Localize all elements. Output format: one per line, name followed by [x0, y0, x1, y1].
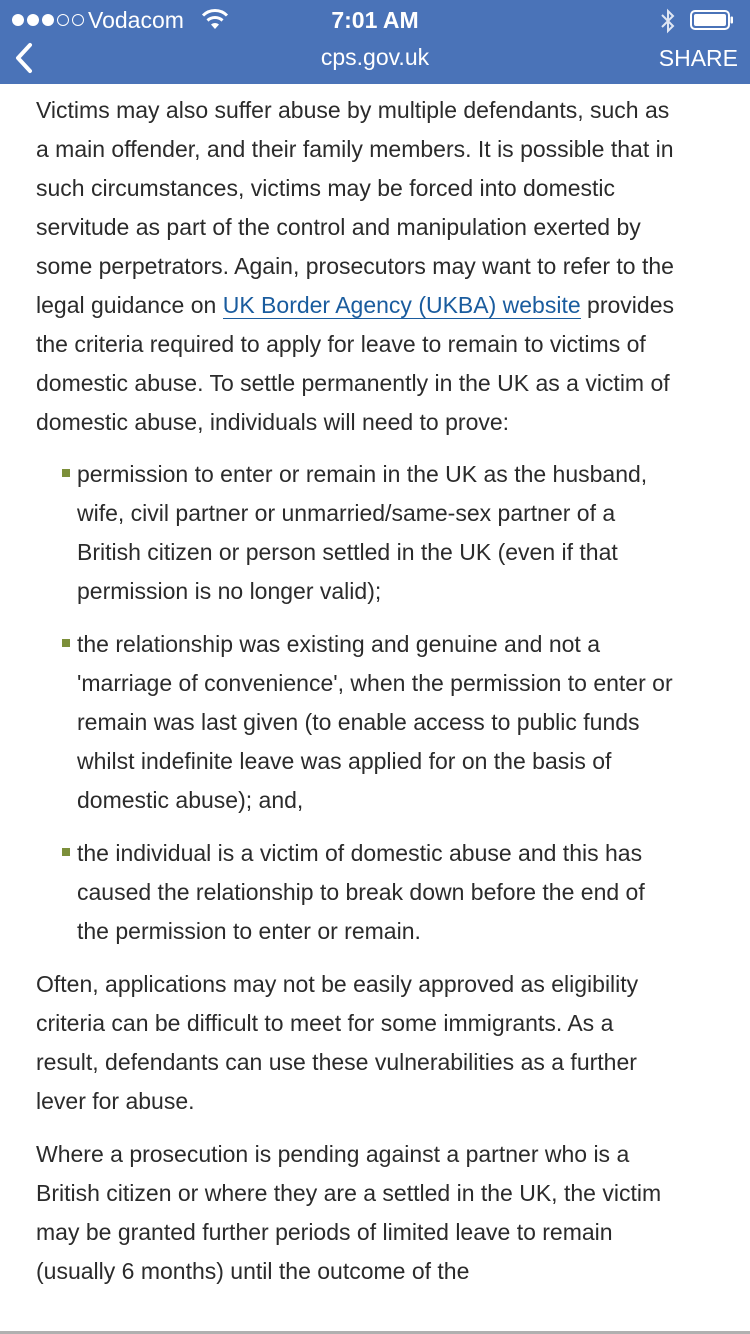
- ukba-website-link[interactable]: UK Border Agency (UKBA) website: [222, 292, 581, 318]
- list-item-text: the relationship was existing and genuine and not a 'marriage of convenience', when the permission to enter or remain was last given (to enable access to public funds whilst indefinite leave was applied for on the basis of domestic abuse); and,: [77, 631, 673, 813]
- list-item-text: the individual is a victim of domestic abuse and this has caused the relationship to break down before the end of the permission to enter or remain.: [77, 840, 645, 944]
- bluetooth-icon: [660, 8, 676, 34]
- article-body: [36, 91, 676, 1291]
- requirements-list: [36, 455, 676, 951]
- intro-text-continued: provides the criteria required to apply for leave to remain to victims of domestic abuse. To settle permanently in the UK as a victim of domestic abuse, individuals will need to prove:: [36, 292, 674, 435]
- clock: 7:01 AM: [331, 7, 419, 33]
- paragraph-eligibility: Often, applications may not be easily approved as eligibility criteria can be difficult to meet for some immigrants. As a result, defendants can use these vulnerabilities as a further lever for abuse.: [36, 971, 639, 1114]
- list-item: [77, 625, 676, 820]
- paragraph-prosecution: Where a prosecution is pending against a partner who is a British citizen or where they are a settled in the UK, the victim may be granted further periods of limited leave to remain (usually 6 months) until the outcome of the: [36, 1141, 662, 1284]
- back-chevron-icon[interactable]: [8, 40, 42, 76]
- browser-nav-bar: [0, 40, 750, 84]
- share-button[interactable]: SHARE: [658, 45, 738, 71]
- browser-header: [0, 0, 750, 84]
- list-item: [77, 834, 676, 951]
- list-item-text: permission to enter or remain in the UK as the husband, wife, civil partner or unmarried/same-sex partner of a British citizen or person settled in the UK (even if that permission is no longer valid);: [77, 461, 648, 604]
- status-bar: [0, 0, 750, 40]
- list-item: [77, 455, 676, 611]
- bullet-square-icon: [62, 848, 70, 856]
- page-url: cps.gov.uk: [320, 44, 430, 70]
- carrier-name: Vodacom: [88, 7, 184, 33]
- bullet-square-icon: [62, 469, 70, 477]
- paragraph-intro: [36, 91, 676, 442]
- bullet-square-icon: [62, 639, 70, 647]
- battery-icon: [690, 10, 734, 30]
- intro-text: Victims may also suffer abuse by multiple defendants, such as a main offender, and their family members. It is possible that in such circumstances, victims may be forced into domestic servitude as part of the control and manipulation exerted by some perpetrators. Again, prosecutors may want to refer to the legal guidance on: [36, 97, 674, 318]
